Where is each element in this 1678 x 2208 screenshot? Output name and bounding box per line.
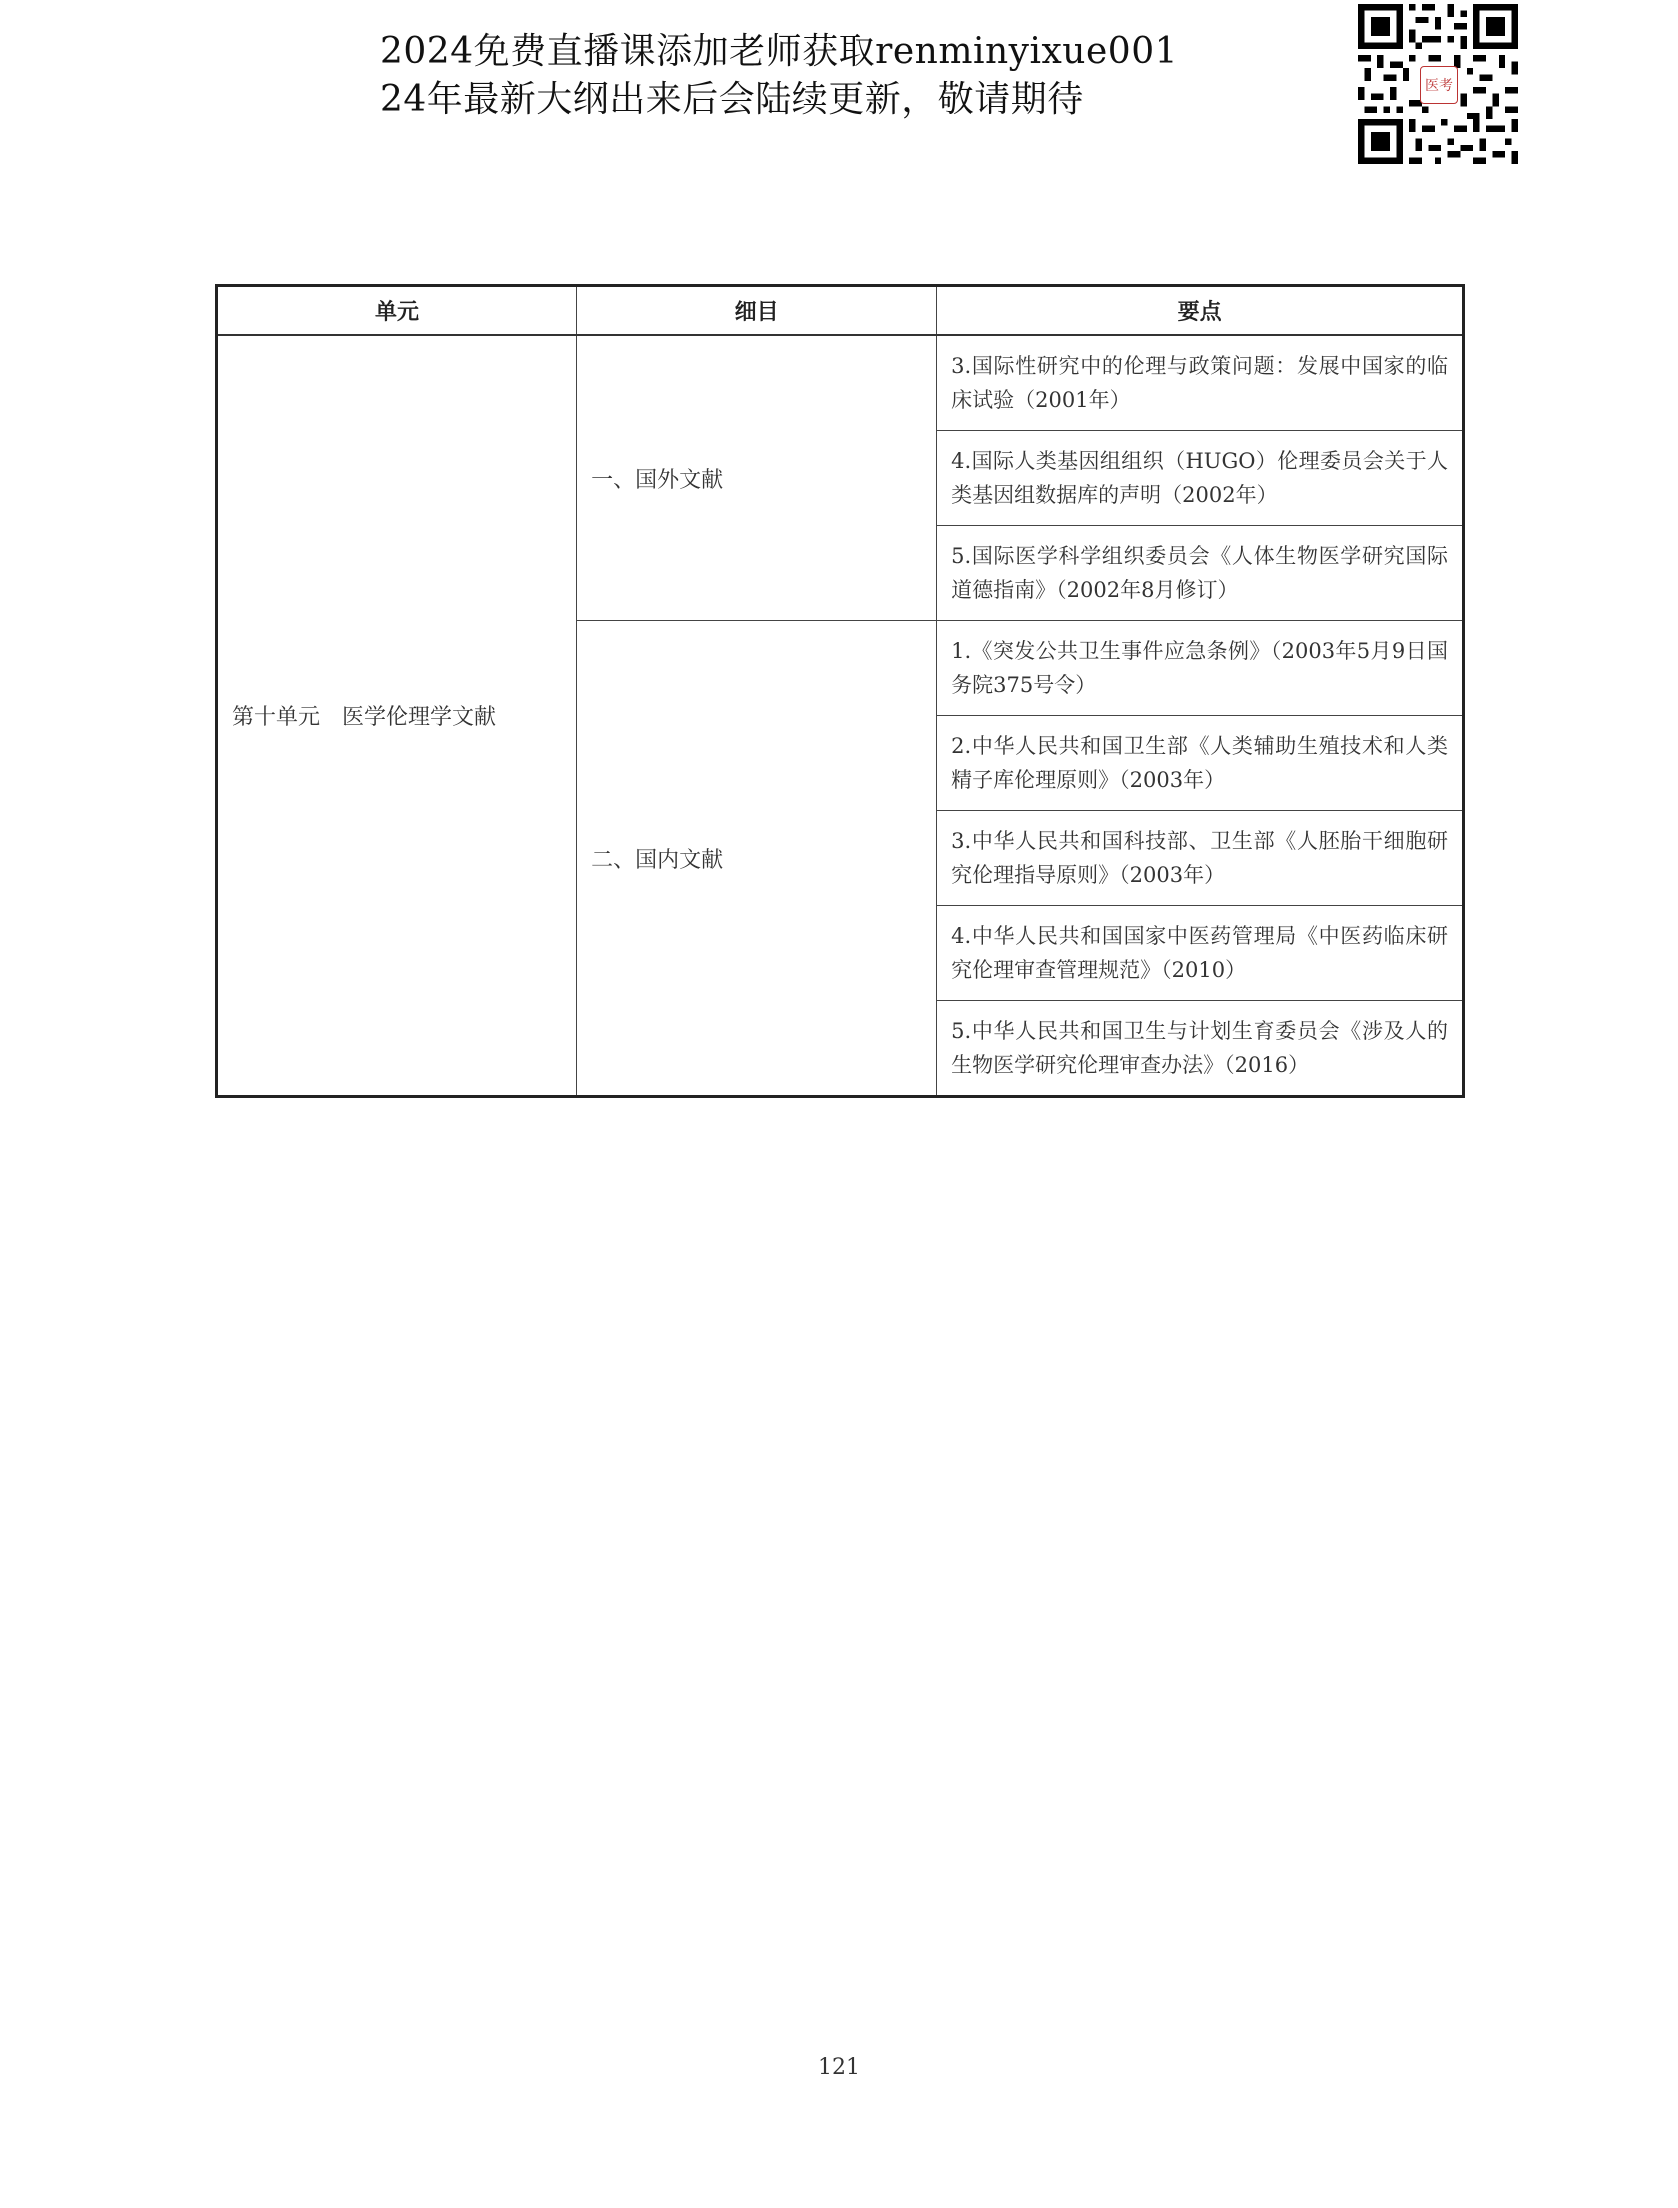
point-cell: 5.国际医学科学组织委员会《人体生物医学研究国际道德指南》（2002年8月修订） [937, 526, 1464, 621]
header-line-1: 2024免费直播课添加老师获取renminyixue001 [380, 31, 1179, 72]
table-header-row [217, 286, 1464, 336]
item-cell-foreign: 一、国外文献 [577, 335, 937, 621]
qr-logo: 医考 [1420, 66, 1458, 104]
point-cell: 3.中华人民共和国科技部、卫生部《人胚胎干细胞研究伦理指导原则》（2003年） [937, 811, 1464, 906]
qr-code [1358, 4, 1518, 164]
column-header-unit: 单元 [217, 286, 577, 336]
header-line-2: 24年最新大纲出来后会陆续更新，敬请期待 [380, 79, 1084, 120]
syllabus-table [215, 284, 1465, 1098]
point-cell: 3.国际性研究中的伦理与政策问题：发展中国家的临床试验（2001年） [937, 335, 1464, 431]
point-cell: 1.《突发公共卫生事件应急条例》（2003年5月9日国务院375号令） [937, 621, 1464, 716]
column-header-points: 要点 [937, 286, 1464, 336]
unit-cell: 第十单元 医学伦理学文献 [217, 335, 577, 1097]
point-cell: 4.国际人类基因组组织（HUGO）伦理委员会关于人类基因组数据库的声明（2002年） [937, 431, 1464, 526]
table-row [217, 335, 1464, 431]
page-header [380, 28, 1178, 124]
point-cell: 4.中华人民共和国国家中医药管理局《中医药临床研究伦理审查管理规范》（2010） [937, 906, 1464, 1001]
point-cell: 2.中华人民共和国卫生部《人类辅助生殖技术和人类精子库伦理原则》（2003年） [937, 716, 1464, 811]
page-number: 121 [818, 2055, 860, 2080]
point-cell: 5.中华人民共和国卫生与计划生育委员会《涉及人的生物医学研究伦理审查办法》（2016） [937, 1001, 1464, 1097]
item-cell-domestic: 二、国内文献 [577, 621, 937, 1097]
column-header-item: 细目 [577, 286, 937, 336]
